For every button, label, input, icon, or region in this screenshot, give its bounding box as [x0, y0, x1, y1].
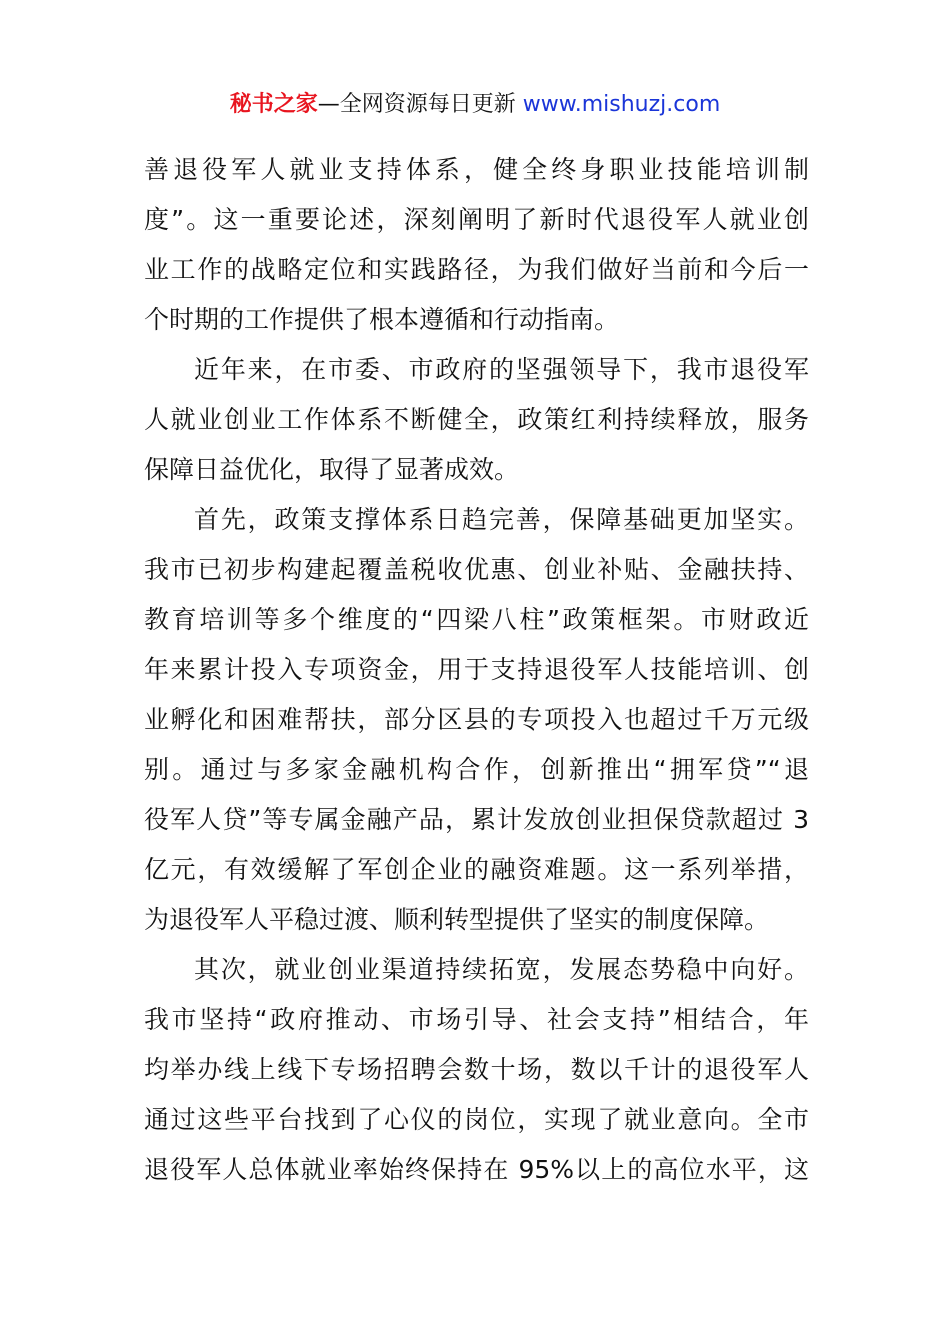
text-line: 近年来，在市委、市政府的坚强领导下，我市退役军 — [194, 355, 809, 384]
site-url-link[interactable]: www.mishuzj.com — [522, 92, 721, 117]
text-line: 教育培训等多个维度的“四梁八柱”政策框架。市财政近 — [144, 605, 809, 634]
text-line: 均举办线上线下专场招聘会数十场，数以千计的退役军人 — [144, 1055, 809, 1084]
text-line: 业工作的战略定位和实践路径，为我们做好当前和今后一 — [144, 255, 809, 284]
text-line: 亿元，有效缓解了军创企业的融资难题。这一系列举措， — [144, 855, 809, 884]
text-line: 业孵化和困难帮扶，部分区县的专项投入也超过千万元级 — [144, 705, 809, 734]
text-line: 年来累计投入专项资金，用于支持退役军人技能培训、创 — [144, 655, 809, 684]
paragraph — [144, 495, 809, 945]
text-line: 善退役军人就业支持体系，健全终身职业技能培训制 — [144, 155, 809, 184]
text-line: 其次，就业创业渠道持续拓宽，发展态势稳中向好。 — [194, 955, 809, 984]
text-line: 首先，政策支撑体系日趋完善，保障基础更加坚实。 — [194, 505, 809, 534]
text-line: 为退役军人平稳过渡、顺利转型提供了坚实的制度保障。 — [144, 905, 770, 934]
text-line: 退役军人总体就业率始终保持在 95%以上的高位水平，这 — [144, 1155, 809, 1184]
paragraph — [144, 345, 809, 495]
text-line: 人就业创业工作体系不断健全，政策红利持续释放，服务 — [144, 405, 809, 434]
text-line: 度”。这一重要论述，深刻阐明了新时代退役军人就业创 — [144, 205, 809, 234]
text-line: 役军人贷”等专属金融产品，累计发放创业担保贷款超过 3 — [144, 805, 809, 834]
paragraph — [144, 945, 809, 1195]
text-line: 个时期的工作提供了根本遵循和行动指南。 — [144, 305, 620, 334]
text-line: 我市已初步构建起覆盖税收优惠、创业补贴、金融扶持、 — [144, 555, 809, 584]
text-line: 我市坚持“政府推动、市场引导、社会支持”相结合，年 — [144, 1005, 809, 1034]
site-tagline: —全网资源每日更新 — [317, 92, 523, 117]
document-body — [144, 145, 809, 1195]
site-brand: 秘书之家 — [229, 92, 318, 117]
paragraph — [144, 145, 809, 345]
text-line: 通过这些平台找到了心仪的岗位，实现了就业意向。全市 — [144, 1105, 809, 1134]
text-line: 保障日益优化，取得了显著成效。 — [144, 455, 520, 484]
site-header — [0, 88, 950, 122]
text-line: 别。通过与多家金融机构合作，创新推出“拥军贷”“退 — [144, 755, 809, 784]
